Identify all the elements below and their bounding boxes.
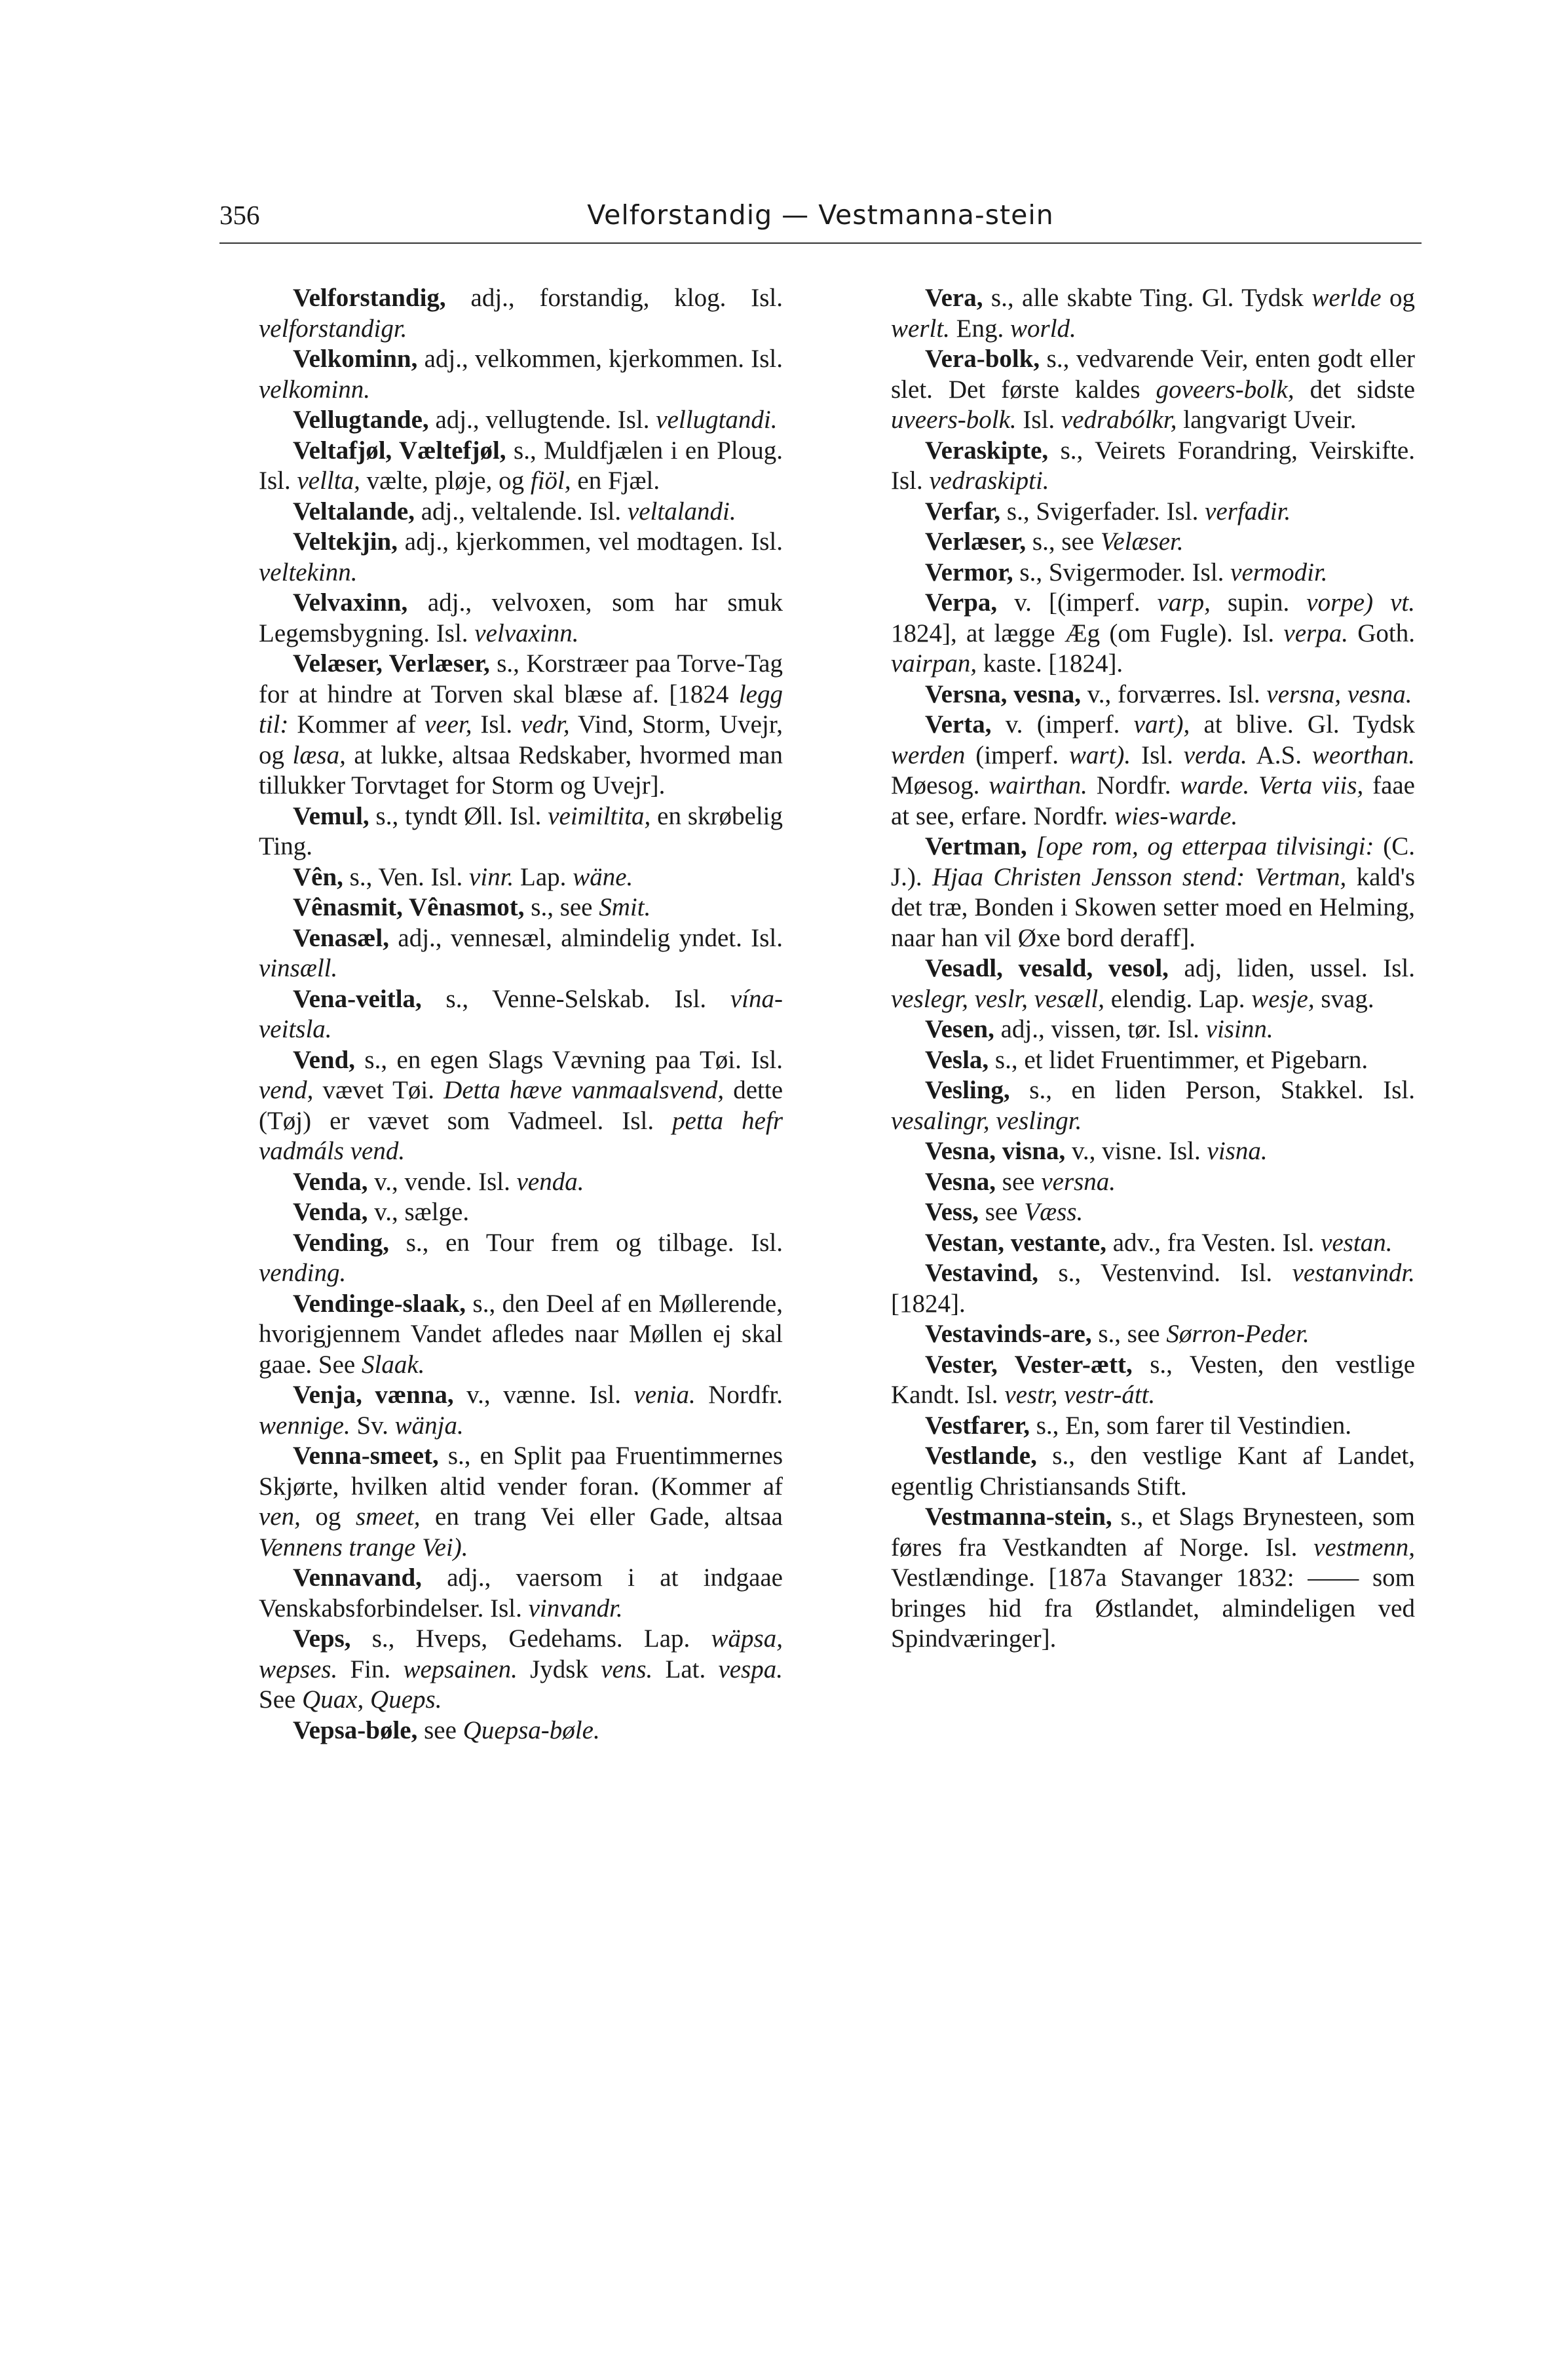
headword: Vestavinds-are, xyxy=(925,1320,1092,1348)
entry-text: Lat. xyxy=(652,1655,719,1683)
entry-text: v., forværres. Isl. xyxy=(1081,680,1267,708)
italic-form: verpa. xyxy=(1283,619,1348,647)
headword: Verlæser, xyxy=(925,528,1027,556)
entry-text xyxy=(1249,771,1258,799)
italic-form: werlt. xyxy=(891,314,950,343)
entry-text: s., en Tour frem og tilbage. Isl. xyxy=(389,1228,783,1257)
entry-text: Isl. xyxy=(1131,740,1184,769)
headword: Velkominn, xyxy=(293,345,418,373)
entry-text: Vestlændinge. [187a Stavanger 1832: —— som bringes hid fra Østlandet, almindeligen ved Spindværinger]. xyxy=(891,1564,1415,1653)
page-number: 356 xyxy=(219,200,260,230)
italic-form: vairpan, xyxy=(891,649,977,678)
entry-text: adj., velkommen, kjerkommen. Isl. xyxy=(417,345,783,373)
headword: Verfar, xyxy=(925,497,1001,526)
headword: Vena-veitla, xyxy=(293,984,422,1013)
italic-form: Sørron-Peder. xyxy=(1166,1320,1310,1348)
headword: Vesna, xyxy=(925,1167,996,1196)
entry-text: s., et Slags Brynesteen, som føres fra Vestkandten af Norge. Isl. xyxy=(891,1503,1415,1562)
entry-text: s., see xyxy=(524,893,599,921)
headword: Velæser, Verlæser, xyxy=(293,649,490,678)
headword: Vestan, vestante, xyxy=(925,1228,1106,1257)
headword: Venda, xyxy=(293,1198,368,1226)
entry-text: en trang Vei eller Gade, altsaa xyxy=(420,1503,783,1531)
italic-form: ven, xyxy=(259,1503,301,1531)
headword: Venda, xyxy=(293,1167,368,1196)
italic-form: Vennens trange Vei). xyxy=(259,1533,468,1562)
headword: Veps, xyxy=(293,1624,351,1653)
italic-form: Quax, Queps. xyxy=(302,1685,442,1714)
headword: Veltafjøl, Væltefjøl, xyxy=(293,436,506,465)
entry-text xyxy=(1027,832,1036,860)
entry-text: [1824]. xyxy=(891,1289,966,1318)
dictionary-entry xyxy=(891,1045,1415,1076)
entry-text: s., Ven. Isl. xyxy=(343,862,470,891)
entry-text: s., et lidet Fruentimmer, et Pigebarn. xyxy=(989,1045,1368,1074)
entry-text: see xyxy=(417,1716,463,1744)
entry-text: det sidste xyxy=(1294,375,1416,404)
italic-form: veimiltita, xyxy=(548,801,651,830)
entry-text: Goth. xyxy=(1348,619,1415,647)
entry-text: adj., veltalende. Isl. xyxy=(415,497,628,526)
italic-form: varp, xyxy=(1157,588,1211,617)
italic-form: venda. xyxy=(516,1167,584,1196)
entry-text: adj., forstandig, klog. Isl. xyxy=(445,284,783,312)
headword: Vester, Vester-ætt, xyxy=(925,1350,1133,1379)
italic-form: vestan. xyxy=(1321,1228,1393,1257)
italic-form: vestmenn, xyxy=(1313,1533,1415,1562)
italic-form: wäne. xyxy=(573,862,633,891)
italic-form: vend, xyxy=(259,1076,314,1104)
italic-form: wäpsa, wepses. xyxy=(259,1624,783,1683)
entry-text: s., den vestlige Kant af Landet, egentlig Christiansands Stift. xyxy=(891,1442,1415,1501)
italic-form: wesje, xyxy=(1251,984,1315,1013)
italic-form: world. xyxy=(1010,314,1076,343)
dictionary-entry xyxy=(259,1228,783,1289)
italic-form: verda. xyxy=(1183,740,1247,769)
italic-form: vína-veitsla. xyxy=(259,984,783,1043)
entry-text: (C. J.). xyxy=(891,832,1416,891)
italic-form: uveers-bolk. xyxy=(891,406,1017,434)
headword: Vertman, xyxy=(925,832,1027,860)
dictionary-entry xyxy=(891,1167,1415,1198)
dictionary-entry xyxy=(259,283,783,344)
entry-text: s., Venne-Selskab. Isl. xyxy=(421,984,730,1013)
headword: Verpa, xyxy=(925,588,998,617)
headword: Vesling, xyxy=(925,1076,1010,1104)
entry-text: Isl. xyxy=(472,710,521,739)
headword: Versna, vesna, xyxy=(925,680,1081,708)
entry-text: v., visne. Isl. xyxy=(1065,1137,1207,1165)
italic-form: velkominn. xyxy=(259,375,371,404)
italic-form: versna. xyxy=(1041,1167,1116,1196)
headword: Venasæl, xyxy=(293,923,390,952)
italic-form: goveers-bolk, xyxy=(1156,375,1294,404)
italic-form: [ope rom, og etterpaa tilvisingi: xyxy=(1036,832,1374,860)
entry-text: s., tyndt Øll. Isl. xyxy=(369,801,548,830)
entry-text: v., sælge. xyxy=(368,1198,470,1226)
entry-text: en Fjæl. xyxy=(571,467,660,495)
italic-form: Velæser. xyxy=(1100,528,1184,556)
dictionary-entry xyxy=(259,1289,783,1381)
entry-text: Vind, Storm, Uvejr, og xyxy=(259,710,783,769)
dictionary-entry xyxy=(891,1502,1415,1655)
dictionary-entry xyxy=(259,1716,783,1746)
dictionary-entry xyxy=(891,832,1415,953)
italic-form: wart). xyxy=(1068,740,1131,769)
dictionary-entry xyxy=(891,680,1415,710)
running-title: Velforstandig — Vestmanna-stein xyxy=(587,199,1054,231)
entry-text: s., Vesten, den vestlige Kandt. Isl. xyxy=(891,1350,1415,1409)
headword: Velforstandig, xyxy=(293,284,446,312)
entry-text: dette (Tøj) er vævet som Vadmeel. Isl. xyxy=(259,1076,783,1135)
entry-text: kald's det træ, Bonden i Skowen setter moed en Helming, naar han vil Øxe bord deraff]. xyxy=(891,862,1415,952)
headword: Vesla, xyxy=(925,1045,989,1074)
entry-text: s., vedvarende Veir, enten godt eller slet. Det første kaldes xyxy=(891,345,1415,404)
dictionary-entry xyxy=(259,1197,783,1228)
italic-form: legg til: xyxy=(259,680,783,739)
dictionary-entry xyxy=(891,1014,1415,1045)
headword: Velvaxinn, xyxy=(293,588,408,617)
headword: Vên, xyxy=(293,862,343,891)
dictionary-entry xyxy=(259,497,783,528)
entry-text: adj., vellugtende. Isl. xyxy=(428,406,656,434)
italic-form: wairthan. xyxy=(989,771,1087,799)
dictionary-entry xyxy=(891,344,1415,436)
headword: Vess, xyxy=(925,1198,979,1226)
italic-form: fiöl, xyxy=(530,467,571,495)
dictionary-entry xyxy=(259,801,783,862)
entry-text: s., Veirets Forandring, Veirskifte. Isl. xyxy=(891,436,1415,495)
entry-text: s., Svigermoder. Isl. xyxy=(1013,558,1231,586)
italic-form: wänja. xyxy=(394,1411,464,1440)
entry-text: en skrøbelig Ting. xyxy=(259,801,783,860)
italic-form: læsa, xyxy=(292,740,346,769)
entry-text: s., den Deel af en Møllerende, hvorigjennem Vandet afledes naar Møllen ej skal gaae. See xyxy=(259,1289,783,1379)
dictionary-entry xyxy=(891,1075,1415,1136)
headword: Vesen, xyxy=(925,1015,994,1043)
entry-text: elendig. Lap. xyxy=(1104,984,1252,1013)
headword: Vênasmit, Vênasmot, xyxy=(293,893,525,921)
entry-text: s., Muldfjælen i en Ploug. Isl. xyxy=(259,436,783,495)
entry-text: see xyxy=(996,1167,1042,1196)
dictionary-entry xyxy=(891,1136,1415,1167)
entry-text: adj., velvoxen, som har smuk Legemsbygning. Isl. xyxy=(259,588,783,647)
header-rule xyxy=(219,242,1422,244)
dictionary-entry xyxy=(259,1624,783,1716)
right-column xyxy=(891,283,1415,1655)
italic-form: vedr, xyxy=(520,710,570,739)
dictionary-entry xyxy=(891,1350,1415,1411)
headword: Vesadl, vesald, vesol, xyxy=(925,954,1169,982)
entry-text: adj., vaersom i at indgaae Venskabsforbindelser. Isl. xyxy=(259,1564,783,1622)
italic-form: visinn. xyxy=(1205,1015,1273,1043)
italic-form: Smit. xyxy=(599,893,651,921)
entry-text: See xyxy=(259,1685,303,1714)
dictionary-entry xyxy=(891,1228,1415,1259)
entry-text: Lap. xyxy=(514,862,573,891)
dictionary-entry xyxy=(891,283,1415,344)
italic-form: vorpe) vt. xyxy=(1306,588,1415,617)
headword: Vestmanna-stein, xyxy=(925,1503,1112,1531)
italic-form: verfadir. xyxy=(1205,497,1291,526)
entry-text: Kommer af xyxy=(288,710,424,739)
entry-text: s., Korstræer paa Torve-Tag for at hindre at Torven skal blæse af. [1824 xyxy=(259,649,783,708)
italic-form: weorthan. xyxy=(1311,740,1416,769)
entry-text: kaste. [1824]. xyxy=(977,649,1123,678)
dictionary-entry xyxy=(259,527,783,588)
entry-text: s., see xyxy=(1091,1320,1167,1348)
italic-form: versna, vesna. xyxy=(1266,680,1412,708)
left-column xyxy=(259,283,783,1746)
italic-form: vestanvindr. xyxy=(1292,1259,1415,1287)
entry-text: Fin. xyxy=(337,1655,404,1683)
headword: Vemul, xyxy=(293,801,369,830)
italic-form: vellugtandi. xyxy=(656,406,778,434)
entry-text: Nordfr. xyxy=(1087,771,1180,799)
entry-text: s., Hveps, Gedehams. Lap. xyxy=(350,1624,711,1653)
entry-text: s., En, som farer til Vestindien. xyxy=(1029,1411,1351,1440)
dictionary-entry xyxy=(891,558,1415,588)
dictionary-entry xyxy=(259,649,783,801)
entry-text: v., vende. Isl. xyxy=(368,1167,517,1196)
entry-text: s., en Split paa Fruentimmernes Skjørte, hvilken altid vender foran. (Kommer af xyxy=(259,1442,783,1501)
italic-form: veslegr, veslr, vesæll, xyxy=(891,984,1105,1013)
italic-form: werlde xyxy=(1311,284,1382,312)
entry-text: Nordfr. xyxy=(695,1381,783,1409)
italic-form: warde. xyxy=(1180,771,1250,799)
entry-text: v. [(imperf. xyxy=(997,588,1158,617)
entry-text: supin. xyxy=(1210,588,1307,617)
headword: Veraskipte, xyxy=(925,436,1049,465)
italic-form: velforstandigr. xyxy=(259,314,407,343)
entry-text: og xyxy=(300,1503,356,1531)
italic-form: vens. xyxy=(601,1655,653,1683)
headword: Vesna, visna, xyxy=(925,1137,1066,1165)
dictionary-entry xyxy=(891,436,1415,497)
dictionary-entry xyxy=(891,527,1415,558)
italic-form: Detta hæve vanmaalsvend, xyxy=(443,1076,725,1104)
entry-text: s., en egen Slags Vævning paa Tøi. Isl. xyxy=(355,1045,783,1074)
entry-text: Eng. xyxy=(949,314,1010,343)
dictionary-entry xyxy=(891,1411,1415,1442)
entry-text: s., see xyxy=(1026,528,1101,556)
dictionary-entry xyxy=(259,923,783,984)
entry-text: adj., kjerkommen, vel modtagen. Isl. xyxy=(397,528,783,556)
italic-form: veltalandi. xyxy=(627,497,736,526)
dictionary-entry xyxy=(891,1197,1415,1228)
entry-text: 1824], at lægge Æg (om Fugle). Isl. xyxy=(891,619,1284,647)
italic-form: wennige. xyxy=(259,1411,350,1440)
entry-text: adj, liden, ussel. Isl. xyxy=(1168,954,1415,982)
entry-text: vælte, pløje, og xyxy=(360,467,531,495)
italic-form: vinvandr. xyxy=(528,1594,623,1622)
headword: Venna-smeet, xyxy=(293,1442,439,1470)
italic-form: vart), xyxy=(1133,710,1190,739)
dictionary-entry xyxy=(891,953,1415,1014)
headword: Vera, xyxy=(925,284,983,312)
entry-text: vævet Tøi. xyxy=(313,1076,444,1104)
italic-form: wies-warde. xyxy=(1114,801,1238,830)
italic-form: vedrabólkr, xyxy=(1061,406,1177,434)
italic-form: Hjaa Christen Jensson stend: Vertman, xyxy=(932,862,1347,891)
italic-form: Verta viis, xyxy=(1258,771,1364,799)
headword: Veltekjin, xyxy=(293,528,398,556)
entry-text: s., Svigerfader. Isl. xyxy=(1000,497,1205,526)
entry-text: langvarigt Uveir. xyxy=(1177,406,1357,434)
italic-form: vestr, vestr-átt. xyxy=(1004,1381,1156,1409)
italic-form: visna. xyxy=(1207,1137,1268,1165)
entry-text: Sv. xyxy=(350,1411,395,1440)
italic-form: petta hefr vadmáls vend. xyxy=(259,1106,783,1165)
dictionary-entry xyxy=(891,1441,1415,1502)
headword: Vendinge-slaak, xyxy=(293,1289,466,1318)
italic-form: veer, xyxy=(424,710,472,739)
italic-form: Væss. xyxy=(1024,1198,1084,1226)
entry-text: s., Vestenvind. Isl. xyxy=(1038,1259,1292,1287)
headword: Vermor, xyxy=(925,558,1013,586)
entry-text: adj., vissen, tør. Isl. xyxy=(994,1015,1206,1043)
italic-form: vellta, xyxy=(297,467,360,495)
dictionary-entry xyxy=(259,862,783,893)
dictionary-entry xyxy=(259,1380,783,1441)
italic-form: vespa. xyxy=(718,1655,783,1683)
entry-text: Jydsk xyxy=(517,1655,601,1683)
entry-text: v., vænne. Isl. xyxy=(453,1381,634,1409)
dictionary-entry xyxy=(891,497,1415,528)
italic-form: velvaxinn. xyxy=(474,619,579,647)
entry-text: at blive. Gl. Tydsk xyxy=(1190,710,1415,739)
italic-form: venia. xyxy=(633,1381,696,1409)
headword: Veltalande, xyxy=(293,497,415,526)
entry-text: Isl. xyxy=(1016,406,1061,434)
dictionary-entry xyxy=(259,1167,783,1198)
italic-form: veltekinn. xyxy=(259,558,358,586)
italic-form: smeet, xyxy=(355,1503,421,1531)
entry-text: adj., vennesæl, almindelig yndet. Isl. xyxy=(389,923,783,952)
dictionary-entry xyxy=(259,892,783,923)
dictionary-entry xyxy=(259,1563,783,1624)
headword: Vestlande, xyxy=(925,1442,1037,1470)
entry-text: at lukke, altsaa Redskaber, hvormed man tillukker Torvtaget for Storm og Uvejr]. xyxy=(259,740,783,799)
dictionary-entry xyxy=(259,1045,783,1167)
headword: Vend, xyxy=(293,1045,356,1074)
entry-text: (imperf. xyxy=(965,740,1069,769)
italic-form: vedraskipti. xyxy=(929,467,1049,495)
headword: Venja, vænna, xyxy=(293,1381,454,1409)
dictionary-entry xyxy=(891,1258,1415,1319)
headword: Vepsa-bøle, xyxy=(293,1716,418,1744)
entry-text: A.S. xyxy=(1247,740,1312,769)
entry-text: see xyxy=(979,1198,1025,1226)
running-header xyxy=(219,195,1422,235)
entry-text: Møesog. xyxy=(891,771,989,799)
dictionary-entry xyxy=(891,588,1415,680)
headword: Vestavind, xyxy=(925,1259,1039,1287)
dictionary-entry xyxy=(891,710,1415,832)
entry-text: adv., fra Vesten. Isl. xyxy=(1106,1228,1321,1257)
italic-form: Quepsa-bøle. xyxy=(462,1716,600,1744)
headword: Vellugtande, xyxy=(293,406,429,434)
italic-form: werden xyxy=(891,740,966,769)
dictionary-entry xyxy=(259,405,783,436)
italic-form: vinr. xyxy=(469,862,514,891)
italic-form: vermodir. xyxy=(1230,558,1328,586)
entry-text: og xyxy=(1381,284,1415,312)
italic-form: vesalingr, veslingr. xyxy=(891,1106,1082,1135)
headword: Vending, xyxy=(293,1228,390,1257)
entry-text: s., alle skabte Ting. Gl. Tydsk xyxy=(983,284,1312,312)
italic-form: Slaak. xyxy=(362,1350,425,1379)
entry-text: faae at see, erfare. Nordfr. xyxy=(891,771,1415,830)
italic-form: vending. xyxy=(259,1259,347,1287)
dictionary-entry xyxy=(259,344,783,405)
entry-text: svag. xyxy=(1314,984,1374,1013)
headword: Vera-bolk, xyxy=(925,345,1040,373)
dictionary-entry xyxy=(259,984,783,1045)
dictionary-entry xyxy=(259,588,783,649)
italic-form: vinsæll. xyxy=(259,954,338,982)
dictionary-entry xyxy=(891,1319,1415,1350)
headword: Vestfarer, xyxy=(925,1411,1030,1440)
entry-text: s., en liden Person, Stakkel. Isl. xyxy=(1009,1076,1415,1104)
dictionary-entry xyxy=(259,1441,783,1563)
headword: Vennavand, xyxy=(293,1564,422,1592)
italic-form: wepsainen. xyxy=(403,1655,518,1683)
dictionary-entry xyxy=(259,436,783,497)
entry-text: v. (imperf. xyxy=(991,710,1134,739)
headword: Verta, xyxy=(925,710,992,739)
